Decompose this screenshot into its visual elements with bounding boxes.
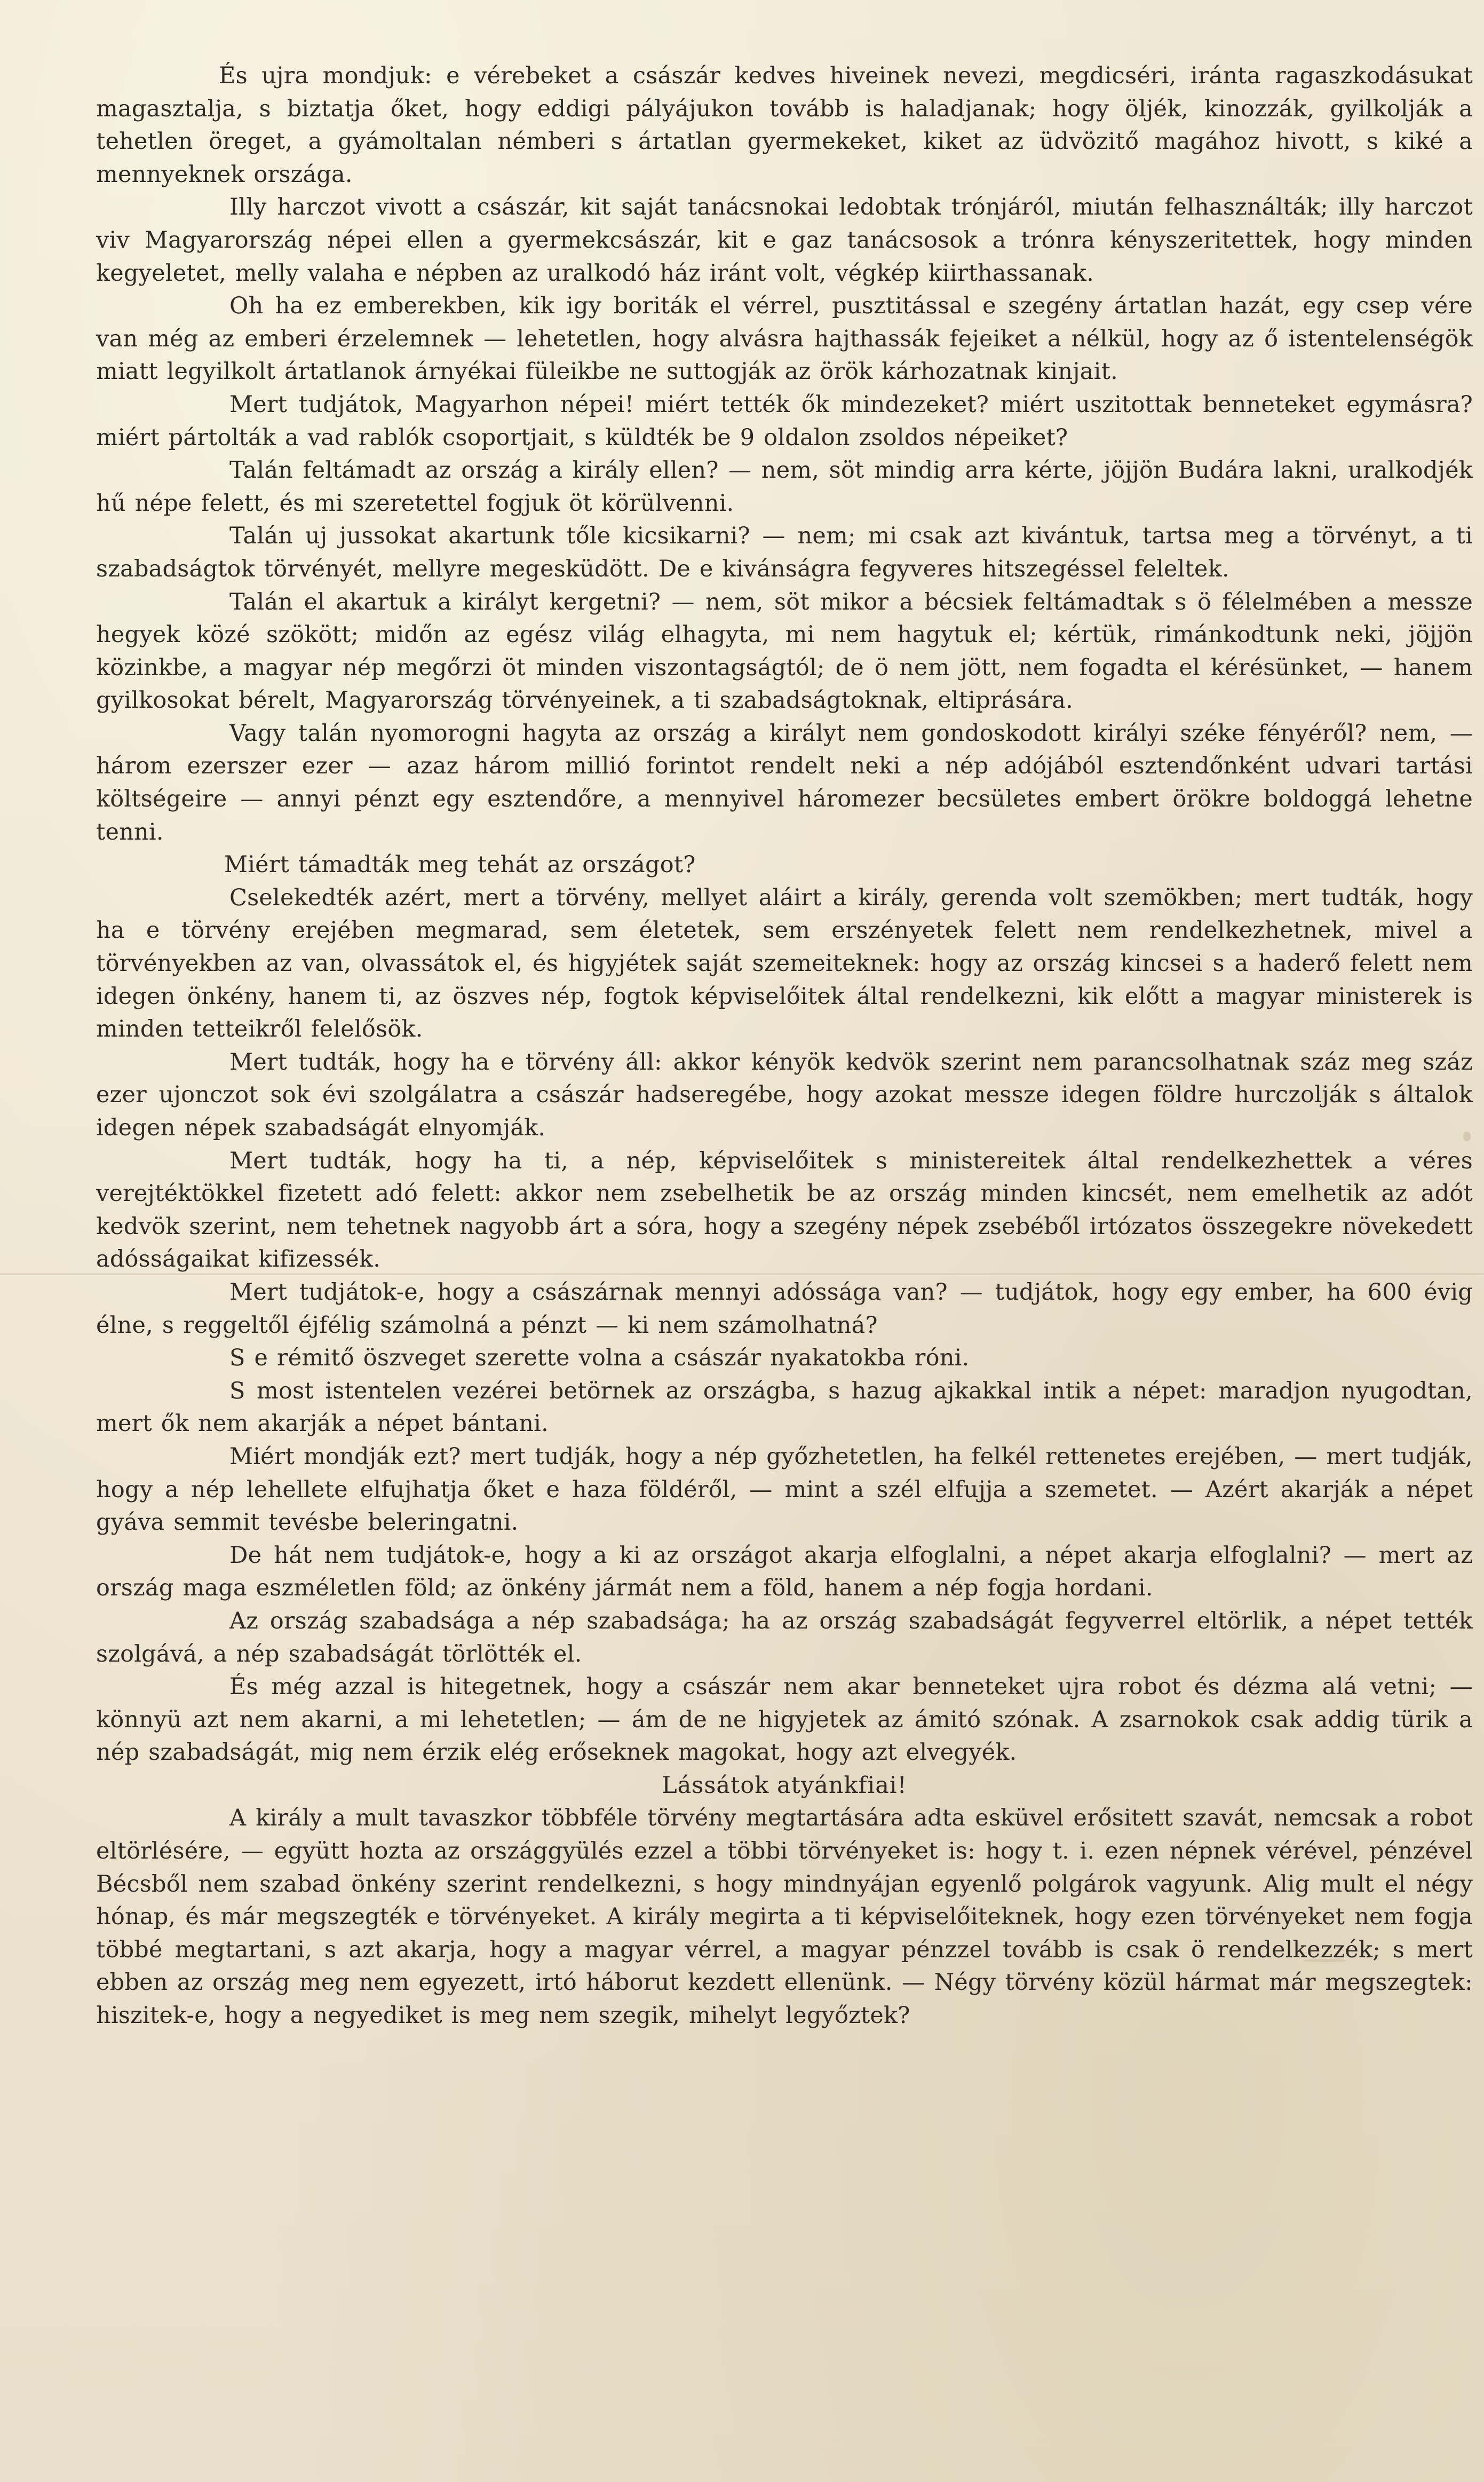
document-body <box>96 60 1473 2033</box>
paragraph: De hát nem tudjátok-e, hogy a ki az országot akarja elfoglalni, a népet akarja elfoglalni? — mert az ország maga eszméletlen föld; az önkény jármát nem a föld, hanem a nép fogja hordani. <box>96 1542 1473 1602</box>
paragraph: Mert tudjátok-e, hogy a császárnak mennyi adóssága van? — tudjátok, hogy egy ember, ha 600 évig élne, s reggeltől éjfélig számolná a pénzt — ki nem számolhatná? <box>96 1278 1473 1339</box>
paragraph: És még azzal is hitegetnek, hogy a császár nem akar benneteket ujra robot és dézma alá vetni; — könnyü azt nem akarni, a mi lehetetlen; — ám de ne higyjetek az ámitó szónak. A zsarnokok csak addig türik a nép szabadságát, mig nem érzik elég erőseknek magokat, hogy azt elvegyék. <box>96 1673 1473 1766</box>
paragraph: S e rémitő öszveget szerette volna a császár nyakatokba róni. <box>229 1345 970 1372</box>
paragraph: Talán uj jussokat akartunk tőle kicsikarni? — nem; mi csak azt kivántuk, tartsa meg a törvényt, a ti szabadságtok törvényét, mellyre megesküdött. De e kivánságra fegyveres hitszegéssel feleltek. <box>96 523 1473 582</box>
paragraph: Mert tudták, hogy ha ti, a nép, képviselőitek s ministereitek által rendelkezhettek a véres verejtéktökkel fizetett adó felett: akkor nem zsebelhetik be az ország minden kincsét, nem emelhetik az adót kedvök szerint, nem tehetnek nagyobb árt a sóra, hogy a szegény népek zsebéből irtózatos összegekre növekedett adósságaikat kifizessék. <box>96 1147 1473 1273</box>
paragraph: Talán feltámadt az ország a király ellen? — nem, söt mindig arra kérte, jöjjön Budára lakni, uralkodjék hű népe felett, és mi szeretettel fogjuk öt körülvenni. <box>96 457 1473 517</box>
paragraph: Illy harczot vivott a császár, kit saját tanácsnokai ledobtak trónjáról, miután felhasználták; illy harczot viv Magyarország népei ellen a gyermekcsászár, kit e gaz tanácsosok a trónra kényszeritettek, hogy minden kegyeletet, melly valaha e népben az uralkodó ház iránt volt, végkép kiirthassanak. <box>96 194 1473 287</box>
paragraph: Talán el akartuk a királyt kergetni? — nem, söt mikor a bécsiek feltámadtak s ö félelmében a messze hegyek közé szökött; midőn az egész világ elhagyta, mi nem hagytuk el; kértük, rimánkodtunk neki, jöjjön közinkbe, a magyar nép megőrzi öt minden viszontagságtól; de ö nem jött, nem fogadta el kérésünket, — hanem gyilkosokat bérelt, Magyarország törvényeinek, a ti szabadságtoknak, eltiprására. <box>96 588 1473 714</box>
closing-paragraph: A király a mult tavaszkor többféle törvény megtartására adta esküvel erősitett szavát, nemcsak a robot eltörlésére, — együtt hozta az országgyülés ezzel a többi törvényeket is: hogy t. i. ezen népnek vérével, pénzével Bécsből nem szabad önkény szerint rendelkezni, s hogy mindnyájan egyenlő polgárok vagyunk. Alig mult el négy hónap, és már megszegték e törvényeket. A király megirta a ti képviselőiteknek, hogy ezen törvényeket nem fogja többé megtartani, s azt akarja, hogy a magyar vérrel, a magyar pénzzel tovább is csak ö rendelkezzék; s mert ebben az ország meg nem egyezett, irtó háborut kezdett ellenünk. — Négy törvény közül hármat már megszegtek: hiszitek-e, hogy a negyediket is meg nem szegik, mihelyt legyőztek? <box>96 1805 1473 2029</box>
paragraph: Miért mondják ezt? mert tudják, hogy a nép győzhetetlen, ha felkél rettenetes erejében, — mert tudják, hogy a nép lehellete elfujhatja őket e haza földéről, — mint a szél elfujja a szemetet. — Azért akarják a népet gyáva semmit tevésbe beleringatni. <box>96 1443 1473 1536</box>
paragraph: Vagy talán nyomorogni hagyta az ország a királyt nem gondoskodott királyi széke fényéről? nem, — három ezerszer ezer — azaz három millió forintot rendelt neki a nép adójából esztendőnként udvari tartási költségeire — annyi pénzt egy esztendőre, a mennyivel háromezer becsületes embert örökre boldoggá lehetne tenni. <box>96 720 1473 845</box>
paragraph: Az ország szabadsága a nép szabadsága; ha az ország szabadságát fegyverrel eltörlik, a népet tették szolgává, a nép szabadságát törlötték el. <box>96 1607 1473 1667</box>
paragraph: Mert tudták, hogy ha e törvény áll: akkor kényök kedvök szerint nem parancsolhatnak száz meg száz ezer ujonczot sok évi szolgálatra a császár hadseregébe, hogy azokat messze idegen földre hurczolják s általok idegen népek szabadságát elnyomják. <box>96 1048 1473 1141</box>
section-heading: Lássátok atyánkfiai! <box>662 1772 907 1799</box>
paragraph-question: Miért támadták meg tehát az országot? <box>224 851 696 879</box>
paragraph: Mert tudjátok, Magyarhon népei! miért tették ők mindezeket? miért uszitottak benneteket egymásra? miért pártolták a vad rablók csoportjait, s küldték be 9 oldalon zsoldos népeiket? <box>96 391 1473 451</box>
paragraph: S most istentelen vezérei betörnek az országba, s hazug ajkakkal intik a népet: maradjon nyugodtan, mert ők nem akarják a népet bántani. <box>96 1377 1473 1437</box>
paragraph: Cselekedték azért, mert a törvény, mellyet aláirt a király, gerenda volt szemökben; mert tudták, hogy ha e törvény erejében megmarad, sem életetek, sem erszényetek felett nem rendelkezhetnek, mivel a törvényekben az van, olvassátok el, és higyjétek saját szemeiteknek: hogy az ország kincsei s a haderő felett nem idegen önkény, hanem ti, az öszves nép, fogtok képviselőitek által rendelkezni, kik előtt a magyar ministerek is minden tetteikről felelősök. <box>96 884 1473 1043</box>
paragraph: Oh ha ez emberekben, kik igy boriták el vérrel, pusztitással e szegény ártatlan hazát, egy csep vére van még az emberi érzelemnek — lehetetlen, hogy alvásra hajthassák fejeiket a nélkül, hogy az ő istentelenségök miatt legyilkolt ártatlanok árnyékai füleikbe ne suttogják az örök kárhozatnak kinjait. <box>96 293 1473 385</box>
paragraph: És ujra mondjuk: e vérebeket a császár kedves hiveinek nevezi, megdicséri, iránta ragaszkodásukat magasztalja, s biztatja őket, hogy eddigi pályájukon tovább is haladjanak; hogy öljék, kinozzák, gyilkolják a tehetlen öreget, a gyámoltalan némberi s ártatlan gyermekeket, kiket az üdvözitő magához hivott, s kiké a mennyeknek országa. <box>96 62 1473 188</box>
